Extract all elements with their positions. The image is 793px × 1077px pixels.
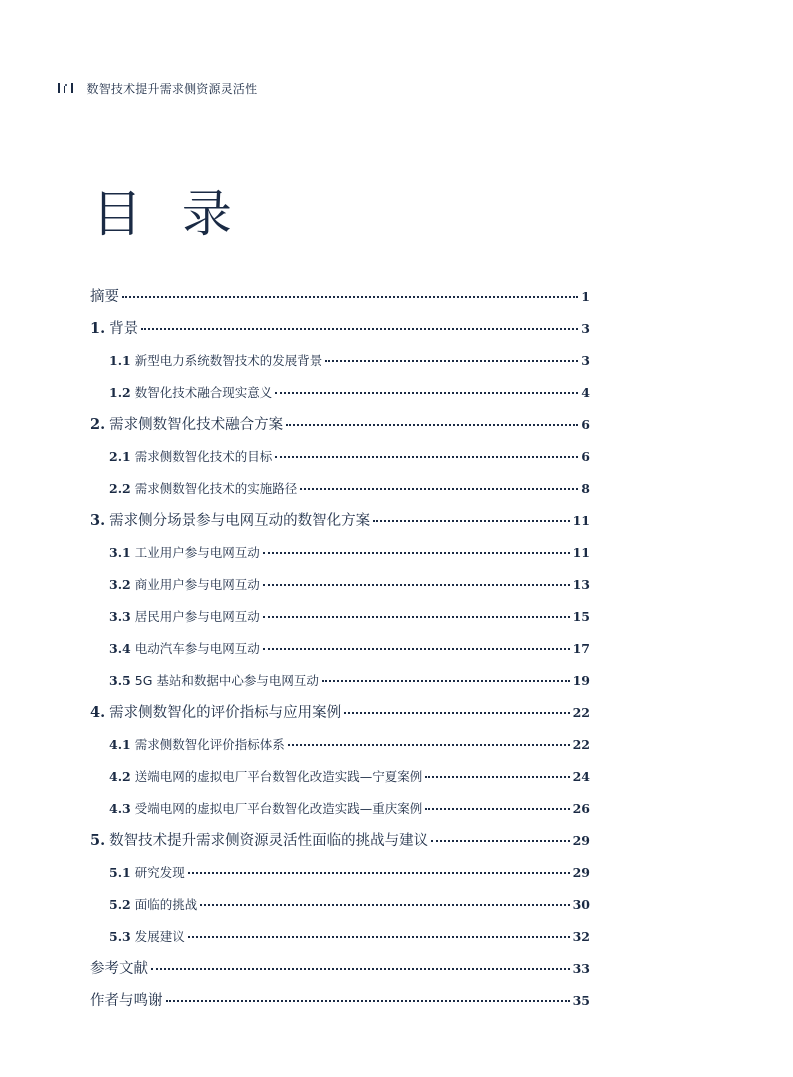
- toc-subentry[interactable]: [109, 606, 590, 628]
- dot-leader: [263, 616, 570, 618]
- toc-entry[interactable]: [90, 702, 590, 724]
- toc-page-number: 3: [581, 353, 590, 368]
- toc-entry-number: 3.2: [109, 577, 131, 592]
- toc-entry-label: 工业用户参与电网互动: [134, 545, 260, 560]
- toc-entry-label: 作者与鸣谢: [90, 993, 163, 1009]
- toc-page-number: 26: [572, 801, 590, 816]
- toc-subentry[interactable]: [109, 478, 590, 500]
- toc-entry-label: 参考文献: [90, 961, 148, 977]
- toc-entry-number: 4.: [90, 704, 106, 721]
- dot-leader: [286, 424, 578, 426]
- toc-entry-label: 受端电网的虚拟电厂平台数智化改造实践—重庆案例: [134, 801, 423, 816]
- dot-leader: [263, 584, 570, 586]
- toc-entry[interactable]: [90, 414, 590, 436]
- toc-entry-number: 1.: [90, 320, 106, 337]
- toc-page-number: 11: [572, 545, 590, 560]
- toc-page-number: 24: [572, 769, 590, 784]
- toc-entry[interactable]: [90, 318, 590, 340]
- dot-leader: [188, 936, 570, 938]
- toc-entry-number: 3.3: [109, 609, 131, 624]
- toc-subentry[interactable]: [109, 574, 590, 596]
- dot-leader: [122, 296, 578, 298]
- toc-subentry[interactable]: [109, 350, 590, 372]
- toc-entry-label: 新型电力系统数智技术的发展背景: [134, 353, 323, 368]
- toc-subentry[interactable]: [109, 894, 590, 916]
- toc-page-number: 29: [572, 865, 590, 880]
- toc-subentry[interactable]: [109, 670, 590, 692]
- toc-page-number: 11: [572, 513, 590, 528]
- toc-page-number: 17: [572, 641, 590, 656]
- toc-entry[interactable]: [90, 990, 590, 1012]
- toc-entry-number: 5.3: [109, 929, 131, 944]
- dot-leader: [141, 328, 578, 330]
- toc-page-number: 29: [572, 833, 590, 848]
- dot-leader: [425, 808, 569, 810]
- toc-entry-label: 居民用户参与电网互动: [134, 609, 260, 624]
- dot-leader: [300, 488, 578, 490]
- toc-entry-number: 3.4: [109, 641, 131, 656]
- dot-leader: [325, 360, 578, 362]
- toc-entry-number: 3.: [90, 512, 106, 529]
- dot-leader: [344, 712, 569, 714]
- toc-page-number: 32: [572, 929, 590, 944]
- toc-page-number: 19: [572, 673, 590, 688]
- dot-leader: [200, 904, 569, 906]
- toc-subentry[interactable]: [109, 766, 590, 788]
- toc-entry-label: 电动汽车参与电网互动: [134, 641, 260, 656]
- toc-page-number: 8: [581, 481, 590, 496]
- toc-page-number: 30: [572, 897, 590, 912]
- toc-page-number: 15: [572, 609, 590, 624]
- toc-entry-label: 需求侧数智化技术融合方案: [109, 417, 284, 433]
- toc-entry-number: 5.: [90, 832, 106, 849]
- toc-entry-label: 需求侧分场景参与电网互动的数智化方案: [109, 513, 371, 529]
- toc-page-number: 4: [581, 385, 590, 400]
- toc-entry-number: 5.2: [109, 897, 131, 912]
- dot-leader: [425, 776, 569, 778]
- toc-entry-label: 5G 基站和数据中心参与电网互动: [134, 673, 319, 688]
- toc-page-number: 13: [572, 577, 590, 592]
- toc-entry-number: 2.1: [109, 449, 131, 464]
- toc-entry-label: 面临的挑战: [134, 897, 198, 912]
- toc-entry[interactable]: [90, 958, 590, 980]
- toc-page-number: 35: [572, 993, 590, 1008]
- toc-page-number: 3: [581, 321, 590, 336]
- toc-entry-label: 背景: [109, 321, 139, 337]
- toc-entry-number: 3.5: [109, 673, 131, 688]
- toc-page-number: 6: [581, 417, 590, 432]
- toc-entry-number: 2.: [90, 416, 106, 433]
- toc-entry-number: 1.2: [109, 385, 131, 400]
- toc-entry-label: 需求侧数智化的评价指标与应用案例: [109, 705, 342, 721]
- toc-entry[interactable]: [90, 286, 590, 308]
- toc-entry-label: 数智化技术融合现实意义: [134, 385, 273, 400]
- dot-leader: [275, 392, 578, 394]
- running-header: [58, 80, 257, 96]
- toc-entry-number: 2.2: [109, 481, 131, 496]
- dot-leader: [151, 968, 570, 970]
- toc-entry-number: 3.1: [109, 545, 131, 560]
- toc-entry-label: 需求侧数智化评价指标体系: [134, 737, 285, 752]
- toc-entry-number: 4.1: [109, 737, 131, 752]
- toc-entry-label: 摘要: [90, 289, 119, 305]
- toc-entry-label: 需求侧数智化技术的实施路径: [134, 481, 298, 496]
- toc-entry-label: 研究发现: [134, 865, 185, 880]
- page-title: 目 录: [92, 185, 244, 243]
- toc-page-number: 22: [572, 737, 590, 752]
- toc-page-number: 22: [572, 705, 590, 720]
- toc-entry-number: 1.1: [109, 353, 131, 368]
- toc-subentry[interactable]: [109, 862, 590, 884]
- toc-entry-label: 发展建议: [134, 929, 185, 944]
- toc-entry-label: 需求侧数智化技术的目标: [134, 449, 273, 464]
- toc-entry[interactable]: [90, 830, 590, 852]
- dot-leader: [275, 456, 578, 458]
- toc-subentry[interactable]: [109, 382, 590, 404]
- toc-subentry[interactable]: [109, 798, 590, 820]
- toc-entry-label: 商业用户参与电网互动: [134, 577, 260, 592]
- dot-leader: [288, 744, 570, 746]
- dot-leader: [373, 520, 569, 522]
- dot-leader: [263, 552, 570, 554]
- toc-entry[interactable]: [90, 510, 590, 532]
- toc-page-number: 1: [581, 289, 590, 304]
- toc-subentry[interactable]: [109, 542, 590, 564]
- header-logo-icon: [58, 83, 73, 93]
- dot-leader: [166, 1000, 570, 1002]
- header-title: 数智技术提升需求侧资源灵活性: [86, 81, 258, 96]
- toc-entry-label: 送端电网的虚拟电厂平台数智化改造实践—宁夏案例: [134, 769, 423, 784]
- dot-leader: [322, 680, 570, 682]
- toc-entry-number: 5.1: [109, 865, 131, 880]
- dot-leader: [188, 872, 570, 874]
- toc-page-number: 33: [572, 961, 590, 976]
- toc-subentry[interactable]: [109, 926, 590, 948]
- dot-leader: [263, 648, 570, 650]
- toc-entry-number: 4.3: [109, 801, 131, 816]
- toc-subentry[interactable]: [109, 446, 590, 468]
- toc-entry-number: 4.2: [109, 769, 131, 784]
- toc-page-number: 6: [581, 449, 590, 464]
- dot-leader: [431, 840, 569, 842]
- toc-entry-label: 数智技术提升需求侧资源灵活性面临的挑战与建议: [109, 833, 429, 849]
- toc-subentry[interactable]: [109, 638, 590, 660]
- toc-subentry[interactable]: [109, 734, 590, 756]
